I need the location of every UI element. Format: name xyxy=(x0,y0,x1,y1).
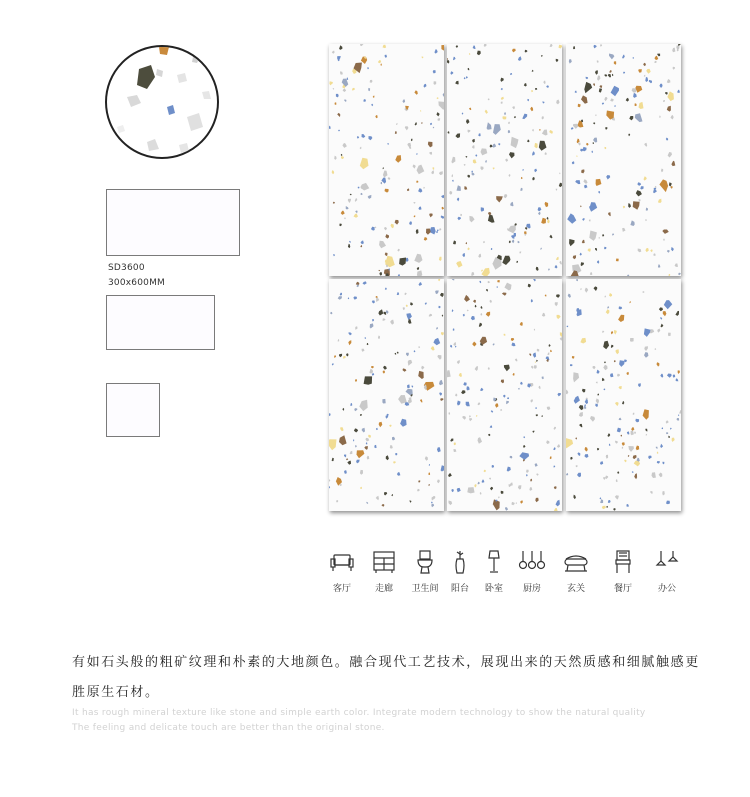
room-label: 办公 xyxy=(657,584,676,594)
desk-lamps-icon xyxy=(653,549,681,575)
room-item-living xyxy=(322,549,362,594)
size-preview-medium xyxy=(106,295,215,350)
tile-panel xyxy=(566,279,681,511)
tile-panel xyxy=(447,44,562,276)
tile-panel xyxy=(329,279,444,511)
tile-chips xyxy=(566,44,681,276)
room-item-corridor xyxy=(364,549,404,594)
room-item-kitchen xyxy=(512,549,552,594)
description-zh: 有如石头般的粗矿纹理和朴素的大地颜色。融合现代工艺技术，展现出来的天然质感和细腻触感更胜原生石材。 xyxy=(72,655,700,700)
room-label: 卫生间 xyxy=(411,584,439,594)
room-item-bedroom xyxy=(474,549,514,594)
spec-model: SD3600 xyxy=(108,263,145,273)
room-item-office xyxy=(647,549,687,594)
room-label: 餐厅 xyxy=(613,584,632,594)
room-label: 走廊 xyxy=(374,584,393,594)
size-preview-small xyxy=(106,383,160,437)
size-preview-large xyxy=(106,189,240,256)
sofa-icon xyxy=(329,549,355,575)
room-label: 阳台 xyxy=(450,584,469,594)
floor-lamp-icon xyxy=(481,549,507,575)
closeup-chips xyxy=(107,47,217,157)
room-item-bathroom xyxy=(405,549,445,594)
toilet-icon xyxy=(412,549,438,575)
room-label: 卧室 xyxy=(484,584,503,594)
spec-size: 300x600MM xyxy=(108,278,166,288)
bench-icon xyxy=(562,549,590,575)
tile-chips xyxy=(329,44,444,276)
tile-panel xyxy=(329,44,444,276)
tile-chips xyxy=(447,279,562,511)
room-label: 客厅 xyxy=(332,584,351,594)
tile-panel xyxy=(566,44,681,276)
tile-chips xyxy=(329,279,444,511)
tile-panel xyxy=(447,279,562,511)
tile-chips xyxy=(447,44,562,276)
vase-icon xyxy=(447,549,473,575)
room-item-entrance xyxy=(556,549,596,594)
description-en-line2: The feeling and delicate touch are better than the original stone. xyxy=(72,723,385,733)
texture-closeup xyxy=(105,45,219,159)
tile-chips xyxy=(566,279,681,511)
room-item-dining xyxy=(603,549,643,594)
room-label: 玄关 xyxy=(566,584,585,594)
description-en-line1: It has rough mineral texture like stone and simple earth color. Integrate modern technology to show the natural quality xyxy=(72,708,646,718)
cabinet-icon xyxy=(371,549,397,575)
room-label: 厨房 xyxy=(522,584,541,594)
hanging-lamps-icon xyxy=(518,549,546,575)
chair-icon xyxy=(610,549,636,575)
